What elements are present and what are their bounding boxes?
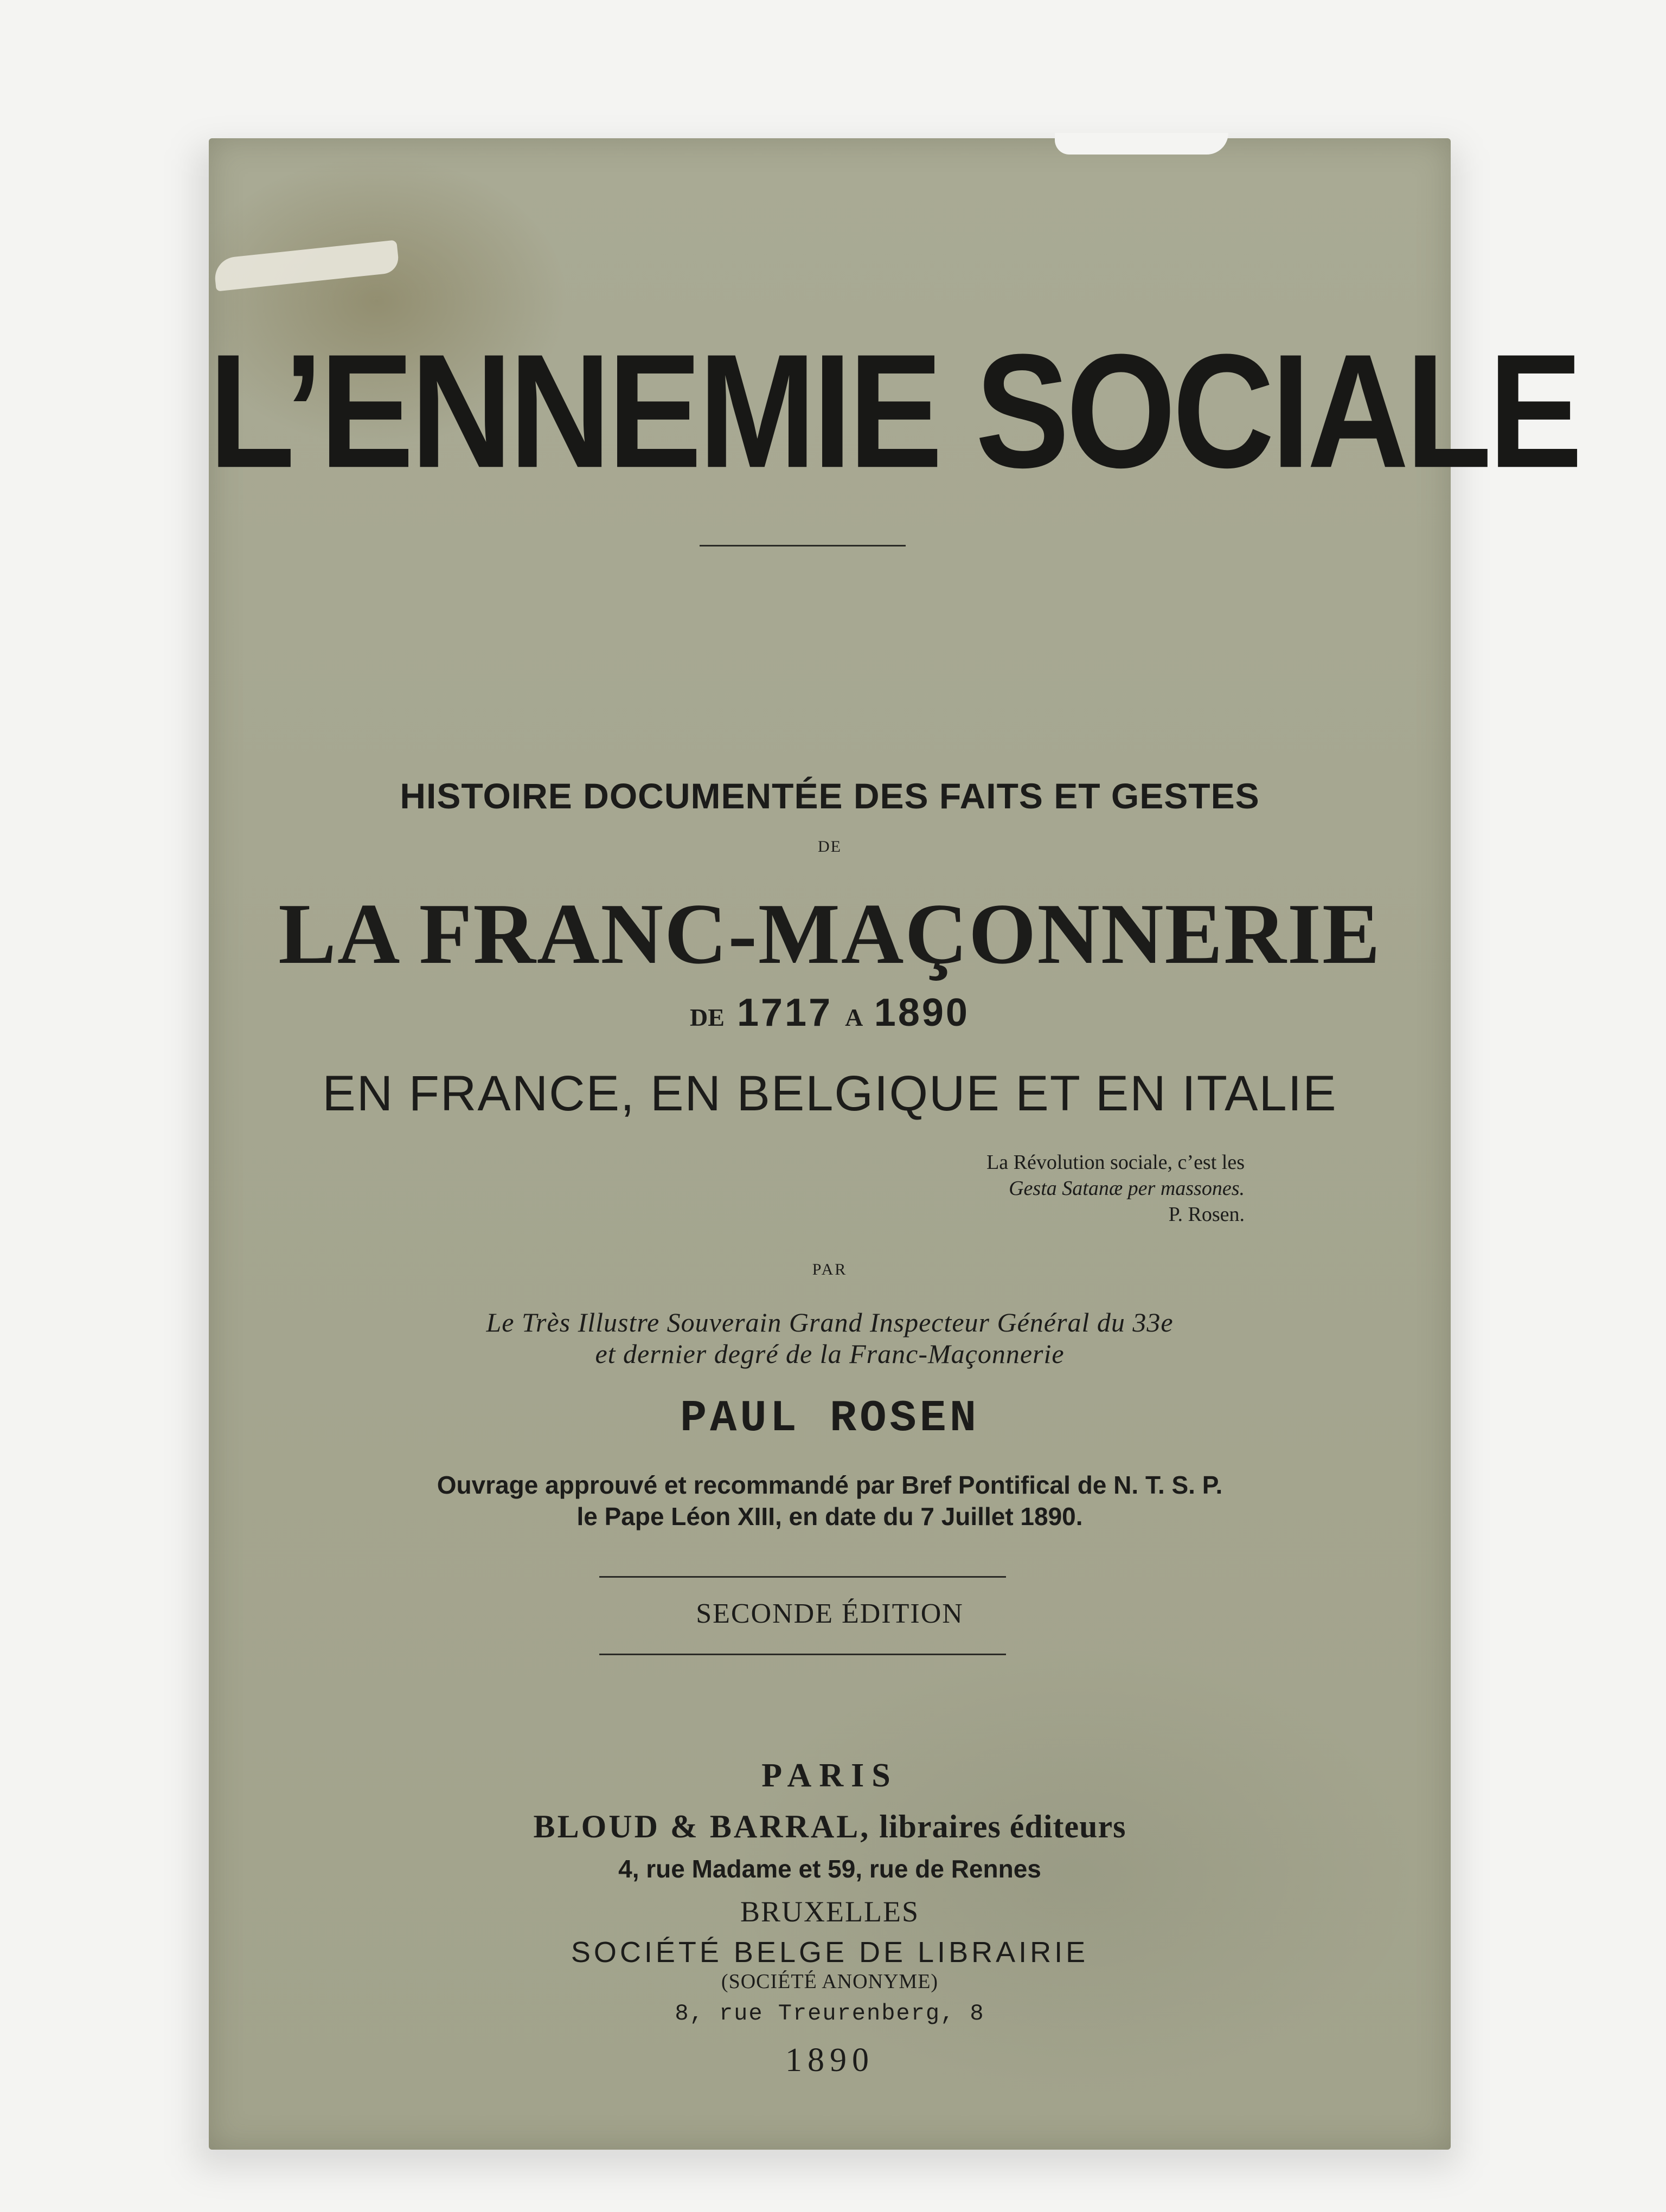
publisher (209, 1808, 1451, 1846)
book-subtitle: HISTOIRE DOCUMENTÉE DES FAITS ET GESTES (400, 776, 1260, 816)
paper-damage (213, 240, 400, 291)
author-title-line-2: et dernier degré de la Franc-Maçonnerie (595, 1339, 1065, 1369)
paper-tear (1055, 133, 1228, 155)
main-subject: LA FRANC-MAÇONNERIE (278, 885, 1381, 982)
publisher-society-note: (SOCIÉTÉ ANONYME) (721, 1970, 939, 1993)
epigraph-line-2: Gesta Satanæ per massones. (1009, 1177, 1245, 1200)
publisher-role: libraires éditeurs (879, 1809, 1126, 1844)
edition-rule-bottom (599, 1654, 1006, 1655)
title-rule (700, 545, 906, 546)
countries: EN FRANCE, EN BELGIQUE ET EN ITALIE (322, 1066, 1337, 1121)
publisher-address: 4, rue Madame et 59, rue de Rennes (618, 1855, 1041, 1883)
author-name: PAUL ROSEN (680, 1393, 980, 1444)
book-title: L’ENNEMIE SOCIALE (209, 321, 1580, 502)
end-year: 1890 (874, 991, 970, 1034)
approval-line-1: Ouvrage approuvé et recommandé par Bref Pontifical de N. T. S. P. (437, 1471, 1223, 1499)
publisher-name: BLOUD & BARRAL, (533, 1809, 871, 1844)
epigraph (986, 1149, 1245, 1227)
publisher-address-2: 8, rue Treurenberg, 8 (675, 2001, 985, 2027)
author-title (209, 1307, 1451, 1369)
book-cover (209, 138, 1580, 2150)
publication-year: 1890 (785, 2042, 874, 2079)
par-label: PAR (812, 1261, 848, 1278)
edition: SECONDE ÉDITION (696, 1598, 964, 1629)
publisher-society: SOCIÉTÉ BELGE DE LIBRAIRIE (571, 1936, 1089, 1969)
start-year: 1717 (736, 991, 833, 1034)
approval-line-2: le Pape Léon XIII, en date du 7 Juillet 1890. (576, 1502, 1083, 1531)
approval (209, 1469, 1451, 1532)
subtitle-de: DE (818, 838, 842, 856)
edition-rule-top (599, 1576, 1006, 1578)
author-title-line-1: Le Très Illustre Souverain Grand Inspecteur Général du 33e (486, 1307, 1174, 1338)
epigraph-attribution: P. Rosen. (1168, 1203, 1245, 1226)
dates-a: A (845, 1004, 862, 1031)
dates-de: DE (690, 1004, 725, 1031)
publisher-city-2: BRUXELLES (740, 1895, 919, 1928)
date-range (209, 991, 1451, 1035)
epigraph-line-1: La Révolution sociale, c’est les (986, 1151, 1245, 1174)
publisher-city: PARIS (761, 1757, 898, 1794)
